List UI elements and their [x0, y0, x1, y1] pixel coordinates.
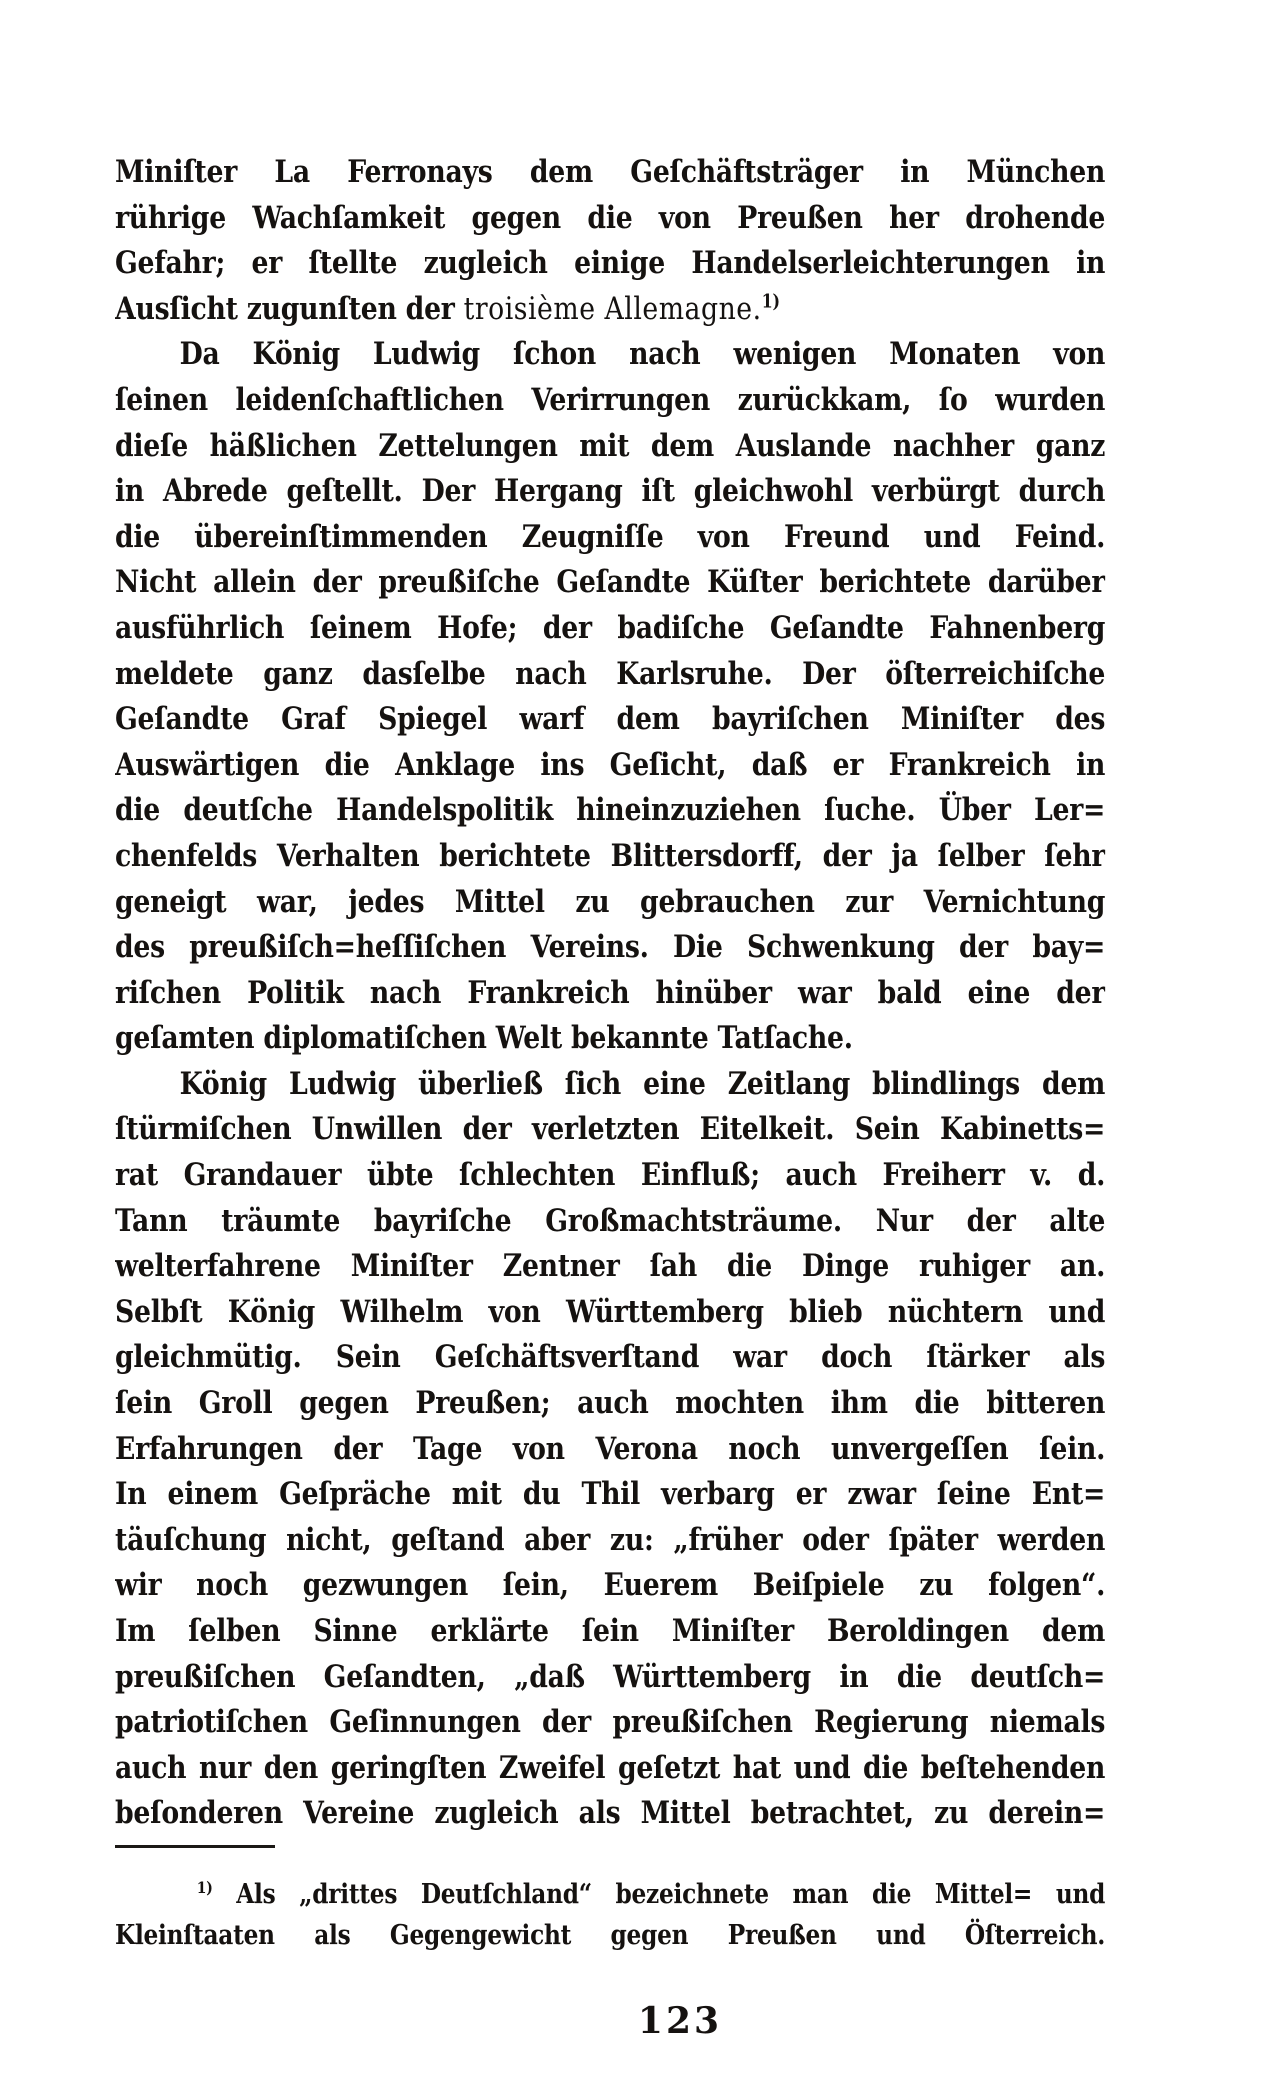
- text-line: [115, 424, 1105, 470]
- text-line: [115, 1244, 1105, 1290]
- text-line: [115, 1472, 1105, 1518]
- text-segment: Kleinſtaaten als Gegengewicht gegen Preußen und Öſterreich.: [115, 1920, 1106, 1951]
- text-line: [115, 743, 1105, 789]
- footnote-marker: 1): [761, 291, 780, 313]
- text-segment: rat Grandauer übte ſchlechten Einfluß; auch Freiherr v. d.: [115, 1157, 1106, 1194]
- text-segment: täuſchung nicht, geſtand aber zu: „früher oder ſpäter werden: [115, 1521, 1106, 1558]
- text-segment: patriotiſchen Geſinnungen der preußiſchen Regierung niemals: [115, 1704, 1106, 1741]
- text-segment: Geſandte Graf Spiegel warf dem bayriſchen Miniſter des: [115, 701, 1106, 738]
- text-segment: Im ſelben Sinne erklärte ſein Miniſter Beroldingen dem: [115, 1613, 1106, 1649]
- text-segment: riſchen Politik nach Frankreich hinüber war bald eine der: [115, 974, 1106, 1011]
- text-line: [115, 1062, 1105, 1108]
- text-line: [115, 925, 1105, 971]
- text-line: [115, 652, 1105, 698]
- text-segment: beſonderen Vereine zugleich als Mittel betrachtet, zu derein=: [115, 1795, 1106, 1832]
- footnote-separator: [115, 1845, 275, 1848]
- text-segment: geneigt war, jedes Mittel zu gebrauchen zur Vernichtung: [115, 883, 1106, 920]
- text-line: [115, 1153, 1105, 1199]
- text-line: [115, 1107, 1105, 1153]
- text-segment: welterfahrene Miniſter Zentner ſah die Dinge ruhiger an.: [115, 1248, 1106, 1285]
- text-line: [115, 332, 1105, 378]
- text-line: [115, 469, 1105, 515]
- text-line: [115, 1381, 1105, 1427]
- text-line: [115, 971, 1105, 1017]
- text-line: [115, 834, 1105, 880]
- text-segment: des preußiſch=heſſiſchen Vereins. Die Schwenkung der bay=: [115, 929, 1106, 966]
- text-segment: Auswärtigen die Anklage ins Geſicht, daß er Frankreich in: [115, 746, 1106, 783]
- text-line: [115, 1609, 1105, 1655]
- text-line: [115, 1427, 1105, 1473]
- text-segment: ſtürmiſchen Unwillen der verletzten Eitelkeit. Sein Kabinetts=: [115, 1111, 1106, 1148]
- text-line: [115, 1518, 1105, 1564]
- text-segment: Tann träumte bayriſche Großmachtsträume. Nur der alte: [115, 1202, 1106, 1239]
- text-line: [115, 560, 1105, 606]
- text-line: [115, 880, 1105, 926]
- footnote-block: [115, 1874, 1105, 1956]
- text-segment: wir noch gezwungen ſein, Euerem Beiſpiele zu folgen“.: [115, 1567, 1106, 1604]
- text-segment: Da König Ludwig ſchon nach wenigen Monaten von: [179, 336, 1106, 373]
- text-segment: in Abrede geſtellt. Der Hergang iſt gleichwohl verbürgt durch: [115, 473, 1106, 510]
- text-segment: Nicht allein der preußiſche Geſandte Küſter berichtete darüber: [115, 564, 1106, 601]
- text-segment: die übereinſtimmenden Zeugniſſe von Freund und Feind.: [115, 518, 1106, 555]
- text-line: [115, 241, 1105, 287]
- text-segment: In einem Geſpräche mit du Thil verbarg er zwar ſeine Ent=: [115, 1476, 1106, 1513]
- footnote-line: [115, 1874, 1105, 1915]
- text-line: [115, 697, 1105, 743]
- text-segment: Ausſicht zugunſten der: [115, 290, 464, 327]
- text-segment: geſamten diplomatiſchen Welt bekannte Tatſache.: [115, 1020, 853, 1057]
- text-line: [115, 1290, 1105, 1336]
- footnote-line: [115, 1915, 1105, 1956]
- text-line: [115, 1700, 1105, 1746]
- text-line: [115, 1563, 1105, 1609]
- text-line: [115, 1199, 1105, 1245]
- text-line: [115, 378, 1105, 424]
- text-line: [115, 1655, 1105, 1701]
- text-segment: König Ludwig überließ ſich eine Zeitlang blindlings dem: [179, 1065, 1106, 1102]
- text-line: [115, 1746, 1105, 1792]
- text-segment: preußiſchen Geſandten, „daß Württemberg in die deutſch=: [115, 1658, 1106, 1695]
- text-segment: Miniſter La Ferronays dem Geſchäftsträger in München: [115, 154, 1106, 190]
- text-line: [115, 1016, 1105, 1062]
- text-segment: meldete ganz dasſelbe nach Karlsruhe. Der öſterreichiſche: [115, 655, 1106, 692]
- text-segment: die deutſche Handelspolitik hineinzuziehen ſuche. Über Ler=: [115, 792, 1106, 829]
- text-segment: troisième Allemagne.: [463, 290, 762, 327]
- text-segment: gleichmütig. Sein Geſchäftsverſtand war doch ſtärker als: [115, 1339, 1106, 1376]
- text-line: [115, 1791, 1105, 1837]
- text-line: [115, 788, 1105, 834]
- text-segment: chenfelds Verhalten berichtete Blittersdorff, der ja ſelber ſehr: [115, 837, 1106, 874]
- text-segment: Gefahr; er ſtellte zugleich einige Handelserleichterungen in: [115, 245, 1106, 282]
- text-line: [115, 606, 1105, 652]
- text-line: [115, 196, 1105, 242]
- text-line: [115, 515, 1105, 561]
- text-segment: Als „drittes Deutſchland“ bezeichnete man die Mittel= und: [212, 1879, 1106, 1910]
- text-segment: ausführlich ſeinem Hofe; der badiſche Geſandte Fahnenberg: [115, 609, 1106, 646]
- text-segment: rührige Wachſamkeit gegen die von Preußen her drohende: [115, 199, 1106, 236]
- footnote-marker: 1): [196, 1878, 213, 1897]
- text-segment: dieſe häßlichen Zettelungen mit dem Auslande nachher ganz: [115, 427, 1106, 464]
- text-line: [115, 287, 1105, 333]
- text-segment: ſeinen leidenſchaftlichen Verirrungen zurückkam, ſo wurden: [115, 381, 1106, 418]
- text-block: [115, 150, 1105, 1837]
- page-number: 123: [637, 2000, 723, 2042]
- text-segment: ſein Groll gegen Preußen; auch mochten ihm die bitteren: [115, 1385, 1106, 1422]
- text-line: [115, 150, 1105, 196]
- text-segment: auch nur den geringſten Zweifel geſetzt hat und die beſtehenden: [115, 1749, 1106, 1786]
- text-segment: Erfahrungen der Tage von Verona noch unvergeſſen ſein.: [115, 1430, 1106, 1467]
- text-segment: Selbſt König Wilhelm von Württemberg blieb nüchtern und: [115, 1293, 1106, 1330]
- text-line: [115, 1335, 1105, 1381]
